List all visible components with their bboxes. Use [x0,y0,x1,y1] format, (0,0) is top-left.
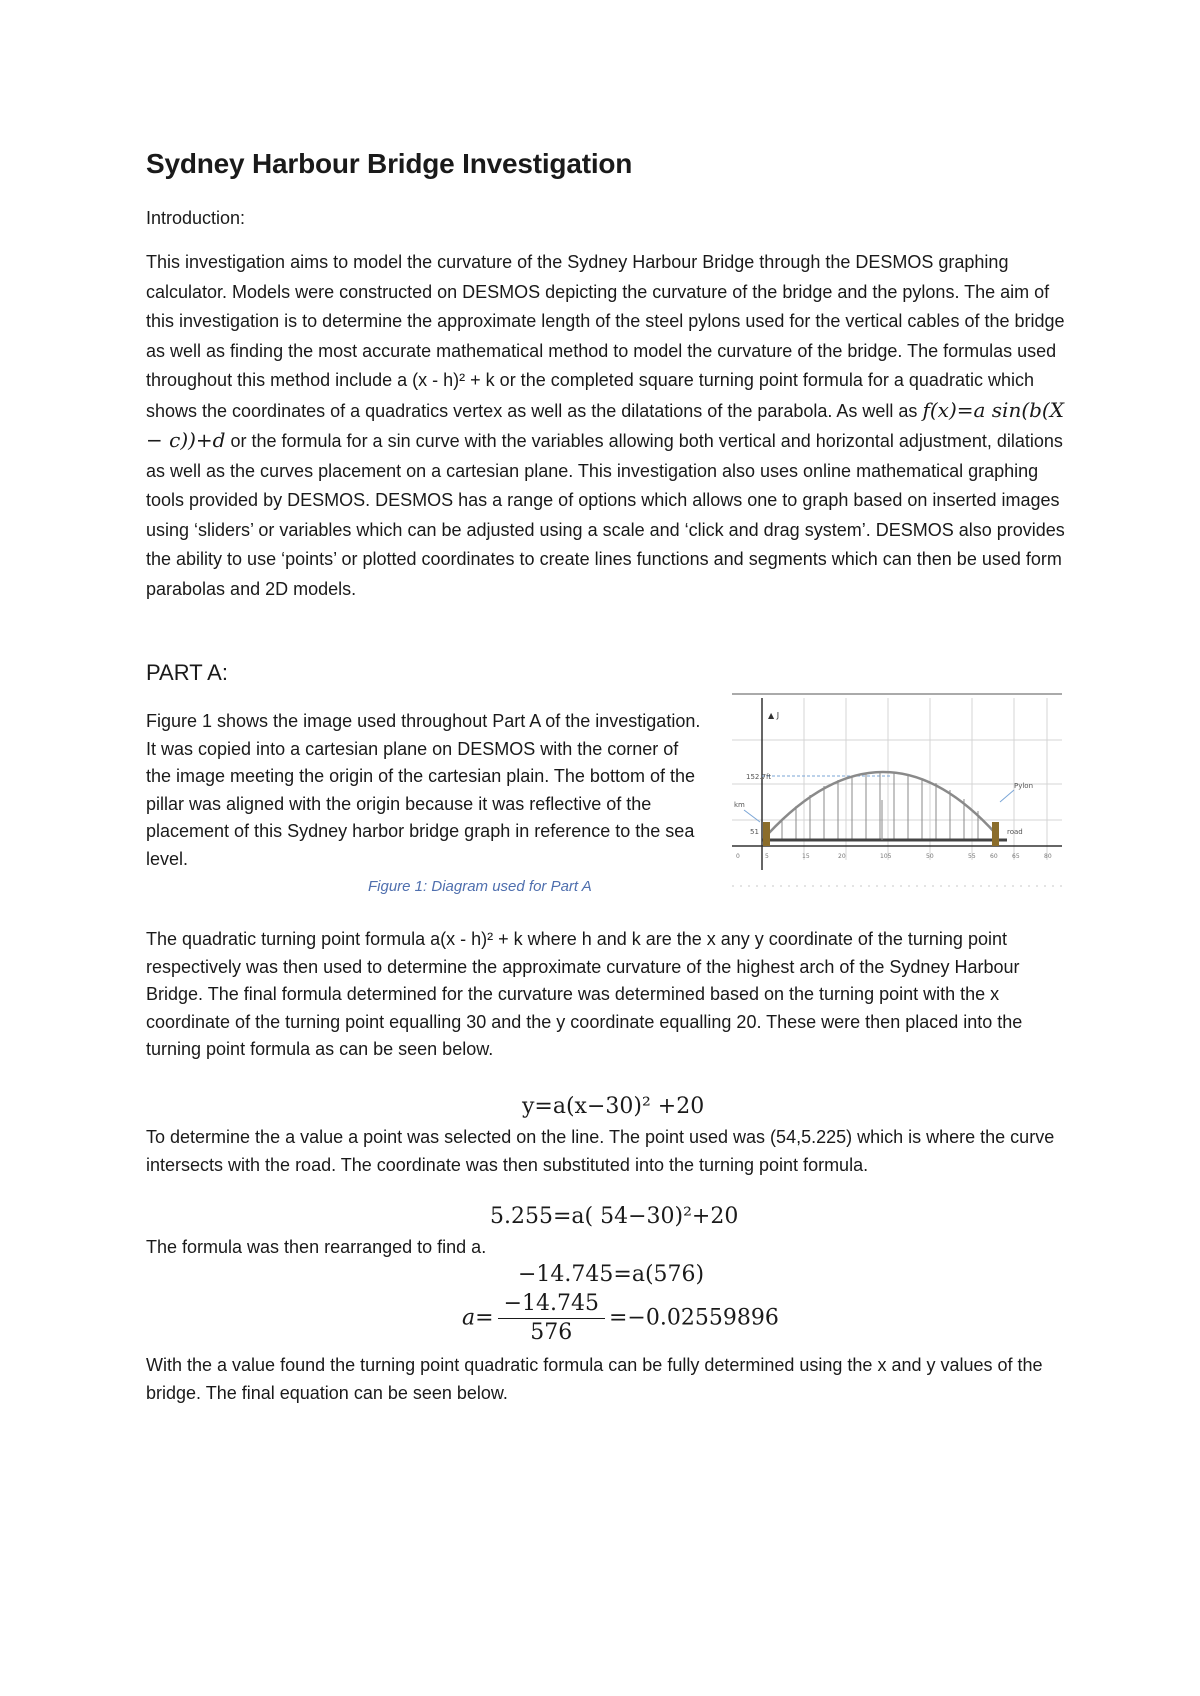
svg-text:20: 20 [838,853,846,860]
height-label: 152.7ft [746,773,772,781]
svg-text:55: 55 [968,853,976,860]
intro-label: Introduction: [146,208,246,228]
svg-text:▲ J: ▲ J [768,711,780,720]
equation-2: 5.255=a( 54−30)²+20 [490,1204,739,1229]
pylon-label: Pylon [1014,782,1034,790]
intro-text-part-1: This investigation aims to model the curvature of the Sydney Harbour Bridge through the DESMOS graphing calculator. Models were constructed on DESMOS depicting the curvature of the bridge and the pylons. The aim of this investigation is to determine the approximate length of the steel pylons used for the vertical cables of the bridge as well as finding the most accurate mathematical method to model the curvature of the bridge. The formulas used throughout this method include a (x - h)² + k or the completed square turning point formula for a quadratic which shows the coordinates of a quadratics vertex as well as the dilatations of the parabola. As well as [146,252,1065,421]
svg-text:0: 0 [736,853,740,860]
body-paragraph-1: The quadratic turning point formula a(x - h)² + k where h and k are the x any y coordinate of the turning point respectively was then used to determine the approximate curvature of the highest arch of the Sydney Harbour Bridge. The final formula determined for the curvature was determined based on the turning point with the x coordinate of the turning point equalling 30 and the y coordinate equalling 20. These were then placed into the turning point formula as can be seen below. [146,929,1023,1059]
equation-4 [462,1290,779,1347]
sin-formula: f(x)=a sin(b(X − c))+d [146,397,1064,452]
road-label: road [1007,828,1023,836]
eq4-fraction [498,1290,605,1347]
svg-text:5: 5 [765,853,769,860]
eq4-rhs: =−0.02559896 [608,1305,779,1331]
figure-caption: Figure 1: Diagram used for Part A [368,878,592,895]
svg-text:105: 105 [880,853,892,860]
page-title: Sydney Harbour Bridge Investigation [146,148,633,179]
intro-text-part-2: or the formula for a sin curve with the variables allowing both vertical and horizontal adjustment, dilations as well as the curves placement on a cartesian plane. This investigation also uses online mathematical graphing tools provided by DESMOS. DESMOS has a range of options which allows one to graph based on inserted images using ‘sliders’ or variables which can be adjusted using a scale and ‘click and drag system’. DESMOS also provides the ability to use ‘points’ or plotted coordinates to create lines functions and segments which can then be used form parabolas and 2D models. [146,431,1065,599]
part-a-heading: PART A: [146,660,228,685]
intro-paragraph [146,248,1066,604]
svg-text:50: 50 [926,853,934,860]
eq4-lhs: a= [462,1305,494,1331]
bridge-diagram [732,690,1062,902]
body-paragraph-4: With the a value found the turning point quadratic formula can be fully determined using the x and y values of the bridge. The final equation can be seen below. [146,1355,1043,1403]
equation-3: −14.745=a(576) [518,1262,705,1287]
left-label: km [734,801,745,809]
svg-text:15: 15 [802,853,810,860]
svg-text:80: 80 [1044,853,1052,860]
eq4-numerator: −14.745 [498,1290,605,1319]
svg-text:60: 60 [990,853,998,860]
figure-description: Figure 1 shows the image used throughout Part A of the investigation. It was copied into a cartesian plane on DESMOS with the corner of the image meeting the origin of the cartesian plain. The bottom of the pillar was aligned with the origin because it was reflective of the placement of this Sydney harbor bridge graph in reference to the sea level. [146,711,701,869]
equation-1: y=a(x−30)² +20 [522,1094,705,1119]
body-paragraph-2: To determine the a value a point was selected on the line. The point used was (54,5.225) which is where the curve intersects with the road. The coordinate was then substituted into the turning point formula. [146,1127,1055,1175]
svg-text:65: 65 [1012,853,1020,860]
y51-label: 51 [750,828,759,836]
body-paragraph-3: The formula was then rearranged to find a. [146,1237,487,1257]
eq4-denominator: 576 [530,1320,573,1345]
